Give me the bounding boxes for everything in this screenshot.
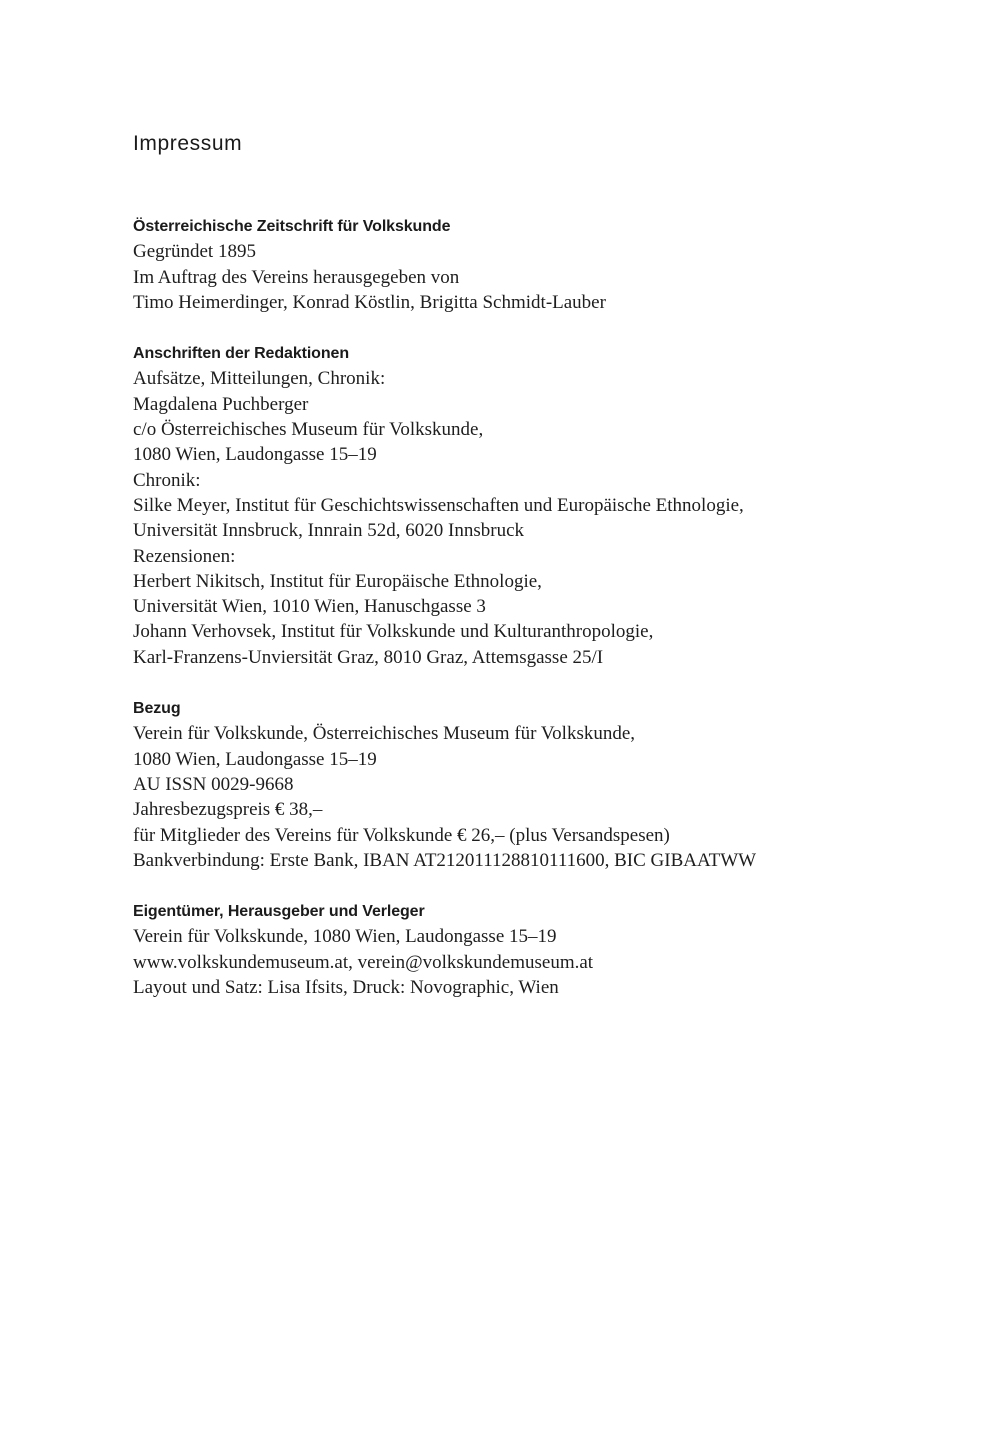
impressum-section	[133, 341, 873, 670]
text-line: Timo Heimerdinger, Konrad Köstlin, Brigitta Schmidt-Lauber	[133, 291, 606, 313]
text-line: Herbert Nikitsch, Institut für Europäische Ethnologie,	[133, 570, 542, 592]
impressum-section	[133, 899, 873, 1000]
section-lines	[133, 721, 873, 873]
text-line: Layout und Satz: Lisa Ifsits, Druck: Novographic, Wien	[133, 977, 559, 999]
impressum-content	[133, 131, 873, 1000]
text-line: Chronik:	[133, 469, 201, 491]
text-line: Gegründet 1895	[133, 241, 256, 263]
text-line: AU ISSN 0029-9668	[133, 773, 294, 795]
section-heading: Anschriften der Redaktionen	[133, 345, 350, 363]
text-line: Verein für Volkskunde, Österreichisches Museum für Volkskunde,	[133, 723, 636, 745]
sections-container	[133, 214, 873, 1000]
text-line: Silke Meyer, Institut für Geschichtswissenschaften und Europäische Ethnologie,	[133, 494, 744, 516]
text-line: für Mitglieder des Vereins für Volkskunde € 26,– (plus Versandspesen)	[133, 824, 670, 846]
text-line: Universität Wien, 1010 Wien, Hanuschgasse 3	[133, 596, 486, 618]
section-heading: Eigentümer, Herausgeber und Verleger	[133, 903, 425, 921]
impressum-section	[133, 696, 873, 873]
text-line: www.volkskundemuseum.at, verein@volkskundemuseum.at	[133, 951, 594, 973]
text-line: 1080 Wien, Laudongasse 15–19	[133, 748, 377, 770]
text-line: Jahresbezugspreis € 38,–	[133, 799, 323, 821]
text-line: Karl-Franzens-Unviersität Graz, 8010 Graz, Attemsgasse 25/I	[133, 646, 604, 668]
section-lines	[133, 924, 873, 1000]
text-line: Aufsätze, Mitteilungen, Chronik:	[133, 368, 386, 390]
text-line: 1080 Wien, Laudongasse 15–19	[133, 444, 377, 466]
section-lines	[133, 366, 873, 670]
section-lines	[133, 239, 873, 315]
text-line: c/o Österreichisches Museum für Volkskunde,	[133, 419, 484, 441]
section-heading: Bezug	[133, 700, 181, 718]
text-line: Magdalena Puchberger	[133, 393, 309, 415]
text-line: Bankverbindung: Erste Bank, IBAN AT212011128810111600, BIC GIBAATWW	[133, 849, 757, 871]
text-line: Im Auftrag des Vereins herausgegeben von	[133, 266, 460, 288]
section-heading: Österreichische Zeitschrift für Volkskunde	[133, 218, 451, 235]
text-line: Verein für Volkskunde, 1080 Wien, Laudongasse 15–19	[133, 926, 557, 948]
page-title: Impressum	[133, 132, 243, 155]
text-line: Universität Innsbruck, Innrain 52d, 6020 Innsbruck	[133, 520, 525, 542]
text-line: Johann Verhovsek, Institut für Volkskunde und Kulturanthropologie,	[133, 621, 654, 643]
text-line: Rezensionen:	[133, 545, 236, 567]
impressum-section	[133, 214, 873, 315]
